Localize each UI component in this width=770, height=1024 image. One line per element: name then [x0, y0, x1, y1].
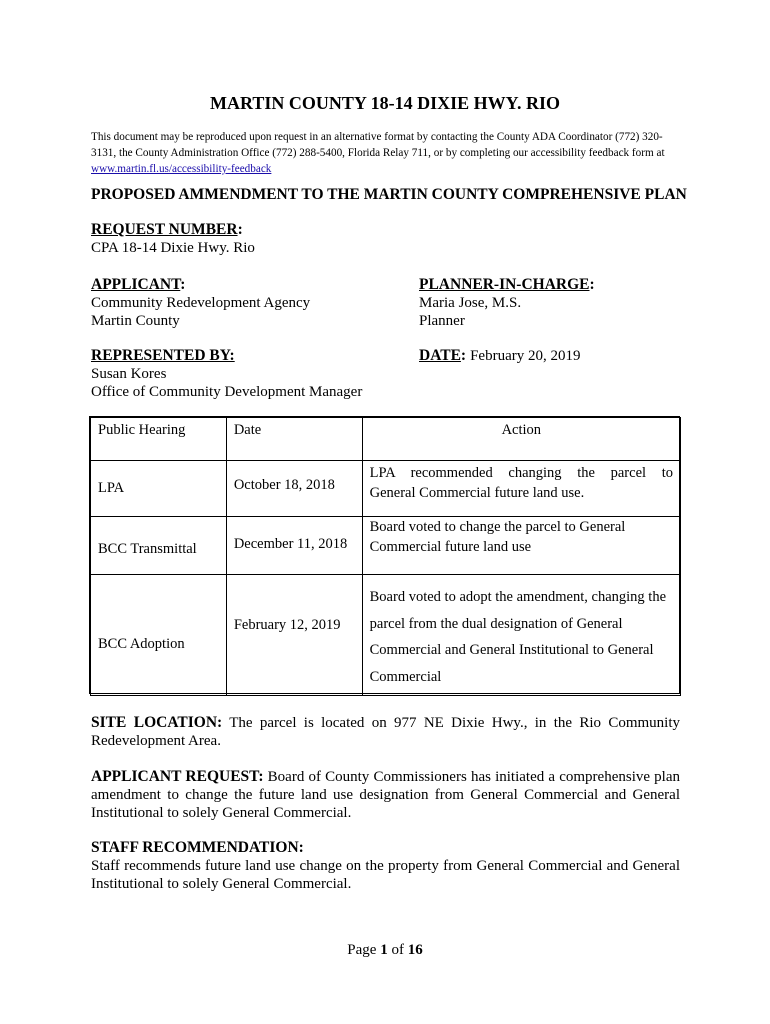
action-cell	[363, 461, 680, 505]
site-location-paragraph	[91, 714, 680, 750]
planner-line-1: Maria Jose, M.S.	[419, 295, 522, 311]
hearing-cell: BCC Transmittal	[98, 541, 197, 557]
action-line: Commercial future land use	[369, 539, 532, 555]
date-section: DATE: February 20, 2019	[419, 347, 581, 364]
applicant-line-1: Community Redevelopment Agency	[91, 295, 311, 311]
request-value: CPA 18-14 Dixie Hwy. Rio	[91, 240, 255, 256]
represented-line-2: Office of Community Development Manager	[91, 384, 363, 400]
action-line: Commercial and General Institutional to General	[369, 642, 654, 658]
action-line: LPA recommended changing the parcel to	[369, 465, 673, 481]
header-public-hearing: Public Hearing	[98, 422, 186, 438]
staff-recommendation-label: STAFF RECOMMENDATION:	[91, 839, 304, 856]
action-line: Commercial	[369, 668, 442, 685]
request-label: REQUEST NUMBER	[91, 221, 238, 238]
applicant-line-2: Martin County	[91, 313, 180, 329]
accessibility-feedback-link[interactable]: www.martin.fl.us/accessibility-feedback	[91, 163, 272, 175]
action-line: parcel from the dual designation of General	[369, 615, 623, 632]
site-location-text: The parcel is located on 977 NE Dixie Hwy., in the Rio Community Redevelopment Area.	[91, 715, 681, 749]
represented-label: REPRESENTED BY:	[91, 347, 235, 364]
action-line: General Commercial future land use.	[369, 485, 585, 501]
header-action: Action	[501, 422, 542, 438]
hearings-table	[90, 417, 681, 696]
action-line: Board voted to change the parcel to General	[369, 519, 626, 535]
page-number	[0, 942, 770, 959]
planner-line-2: Planner	[419, 313, 465, 329]
notice-text: This document may be reproduced upon request in an alternative format by contacting the County ADA Coordinator (772) 320-3131, the County Administration Office (772) 288-5400, Florida Relay 711, or by completing our accessibility feedback form at	[91, 131, 665, 159]
date-cell: October 18, 2018	[233, 477, 335, 493]
page-of: of	[387, 942, 408, 958]
page-current: 1	[380, 942, 388, 958]
applicant-request-label: APPLICANT REQUEST:	[91, 768, 264, 785]
applicant-request-text: Board of County Commissioners has initiated a comprehensive plan amendment to change the future land use designation from General Commercial and General Institutional to solely General Commercial.	[91, 769, 680, 821]
date-value: February 20, 2019	[470, 348, 581, 364]
applicant-request-paragraph	[91, 768, 680, 822]
action-cell	[363, 575, 680, 690]
page-prefix: Page	[347, 942, 381, 958]
hearing-cell: BCC Adoption	[98, 636, 185, 652]
staff-recommendation-section	[91, 839, 680, 893]
accessibility-notice	[91, 129, 681, 177]
applicant-section: APPLICANT: Community Redevelopment Agency Martin County	[91, 276, 311, 329]
hearing-cell: LPA	[98, 480, 125, 496]
planner-label: PLANNER-IN-CHARGE	[419, 276, 590, 293]
table-row	[91, 575, 681, 696]
applicant-label: APPLICANT	[91, 276, 181, 293]
represented-line-1: Susan Kores	[91, 366, 167, 382]
request-section: REQUEST NUMBER: CPA 18-14 Dixie Hwy. Rio	[91, 221, 255, 256]
represented-section	[91, 347, 362, 401]
document-title: MARTIN COUNTY 18-14 DIXIE HWY. RIO	[209, 93, 561, 113]
staff-recommendation-text: Staff recommends future land use change on the property from General Commercial and General Institutional to solely General Commercial.	[91, 858, 680, 892]
date-cell: December 11, 2018	[233, 536, 348, 552]
table-header-row	[91, 418, 681, 461]
site-location-label: SITE LOCATION:	[91, 714, 223, 731]
table-row	[91, 461, 681, 517]
table-row	[91, 517, 681, 575]
page-total: 16	[407, 942, 423, 958]
planner-section: PLANNER-IN-CHARGE: Maria Jose, M.S. Planner	[419, 276, 595, 329]
date-cell: February 12, 2019	[233, 617, 341, 633]
date-label: DATE	[419, 347, 461, 364]
action-cell	[363, 517, 680, 557]
action-line: Board voted to adopt the amendment, changing the	[369, 589, 667, 605]
amendment-heading: PROPOSED AMMENDMENT TO THE MARTIN COUNTY COMPREHENSIVE PLAN	[91, 186, 687, 203]
header-date: Date	[233, 422, 262, 438]
